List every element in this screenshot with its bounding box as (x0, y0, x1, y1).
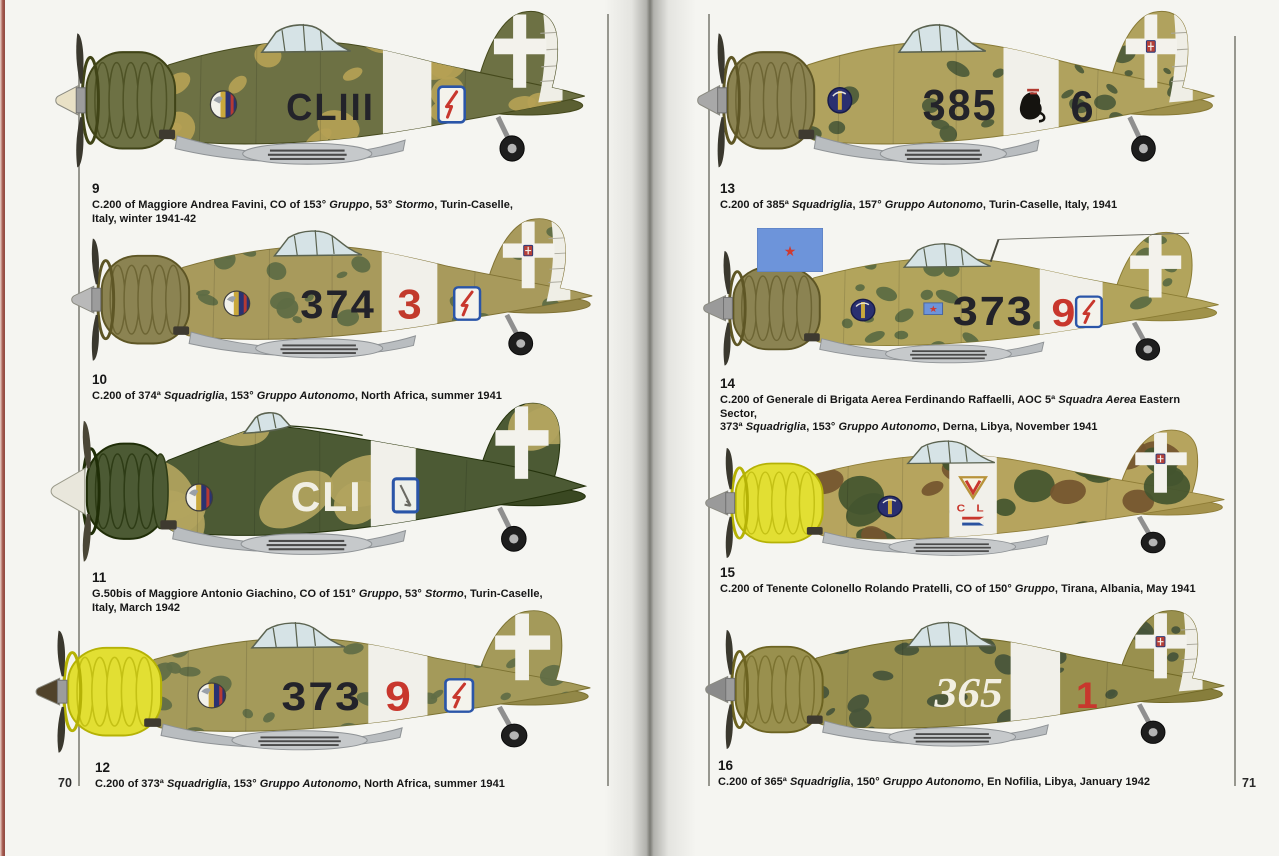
tail-wheel (1139, 517, 1165, 553)
canopy (908, 622, 995, 647)
individual-number: 6 (1070, 82, 1094, 132)
profile-number: 9 (92, 181, 100, 196)
caption-line: C.200 of 385ª Squadriglia, 157° Gruppo Autonomo, Turin-Caselle, Italy, 1941 (720, 199, 1118, 211)
aircraft-illustration (50, 4, 615, 182)
tail-wheel (1139, 704, 1165, 743)
fuselage-code: 365 (934, 669, 1003, 717)
aircraft-illustration (692, 4, 1244, 182)
aircraft-profile-9 (50, 4, 615, 182)
fuselage-code: 385 (922, 81, 998, 131)
gruppo-disc-badge (828, 88, 852, 113)
squadriglia-shield-badge (438, 87, 464, 123)
propeller-spinner (51, 421, 91, 562)
tail-wheel (500, 508, 527, 551)
engine-cowling (732, 647, 823, 733)
radiator (241, 534, 372, 555)
caption-line: Italy, March 1942 (92, 601, 181, 614)
svg-text:★: ★ (783, 243, 797, 259)
aircraft-illustration (46, 396, 618, 572)
caption-line: C.200 of Tenente Colonello Rolando Pratelli, CO of 150° Gruppo, Tirana, Albania, May 1941 (720, 583, 1196, 595)
tail-wheel (1134, 323, 1160, 361)
canopy (899, 24, 986, 52)
page-number-right: 71 (1242, 776, 1256, 790)
caption-line: Italy, winter 1941-42 (92, 212, 197, 225)
savoy-crest (1156, 454, 1165, 463)
fuselage-code: CLIII (286, 85, 375, 129)
aircraft-illustration (700, 604, 1254, 762)
gruppo-disc-badge (878, 496, 902, 517)
fuselage-code: CLI (290, 473, 363, 520)
engine-cowling (64, 648, 161, 736)
profile-caption-13 (720, 181, 1200, 213)
page-number-left: 70 (58, 776, 72, 790)
canopy (904, 243, 990, 267)
squadriglia-shield-badge (454, 287, 480, 319)
caption-line: G.50bis of Maggiore Antonio Giachino, CO of 151° Gruppo, 53° Stormo, Turin-Caselle, (92, 588, 543, 600)
aircraft-profile-12 (30, 601, 622, 766)
aircraft-illustration (66, 212, 622, 374)
propeller-spinner (36, 631, 67, 753)
radiator (243, 143, 372, 164)
profile-number: 12 (95, 760, 111, 775)
tail-wheel (1130, 117, 1156, 161)
caption-line: C.200 of Generale di Brigata Aerea Ferdinando Raffaelli, AOC 5ª Squadra Aerea Eastern Sector, (720, 394, 1181, 420)
pennant (962, 517, 984, 526)
propeller-spinner (72, 239, 101, 361)
profile-caption-15 (720, 565, 1200, 597)
propeller-spinner (706, 630, 735, 749)
fuselage-code: 373 (281, 673, 362, 719)
propeller-spinner (698, 33, 727, 167)
engine-cowling (83, 444, 177, 539)
command-star-plate (924, 303, 943, 315)
fuselage-band (383, 21, 431, 165)
aircraft-profile-16 (700, 604, 1254, 762)
tail-wheel (507, 315, 533, 355)
flag-graphic (757, 228, 823, 272)
individual-number: 1 (1075, 675, 1098, 717)
aircraft-profile-15 (700, 424, 1254, 570)
engine-cowling (98, 256, 189, 344)
individual-number: 9 (1051, 290, 1076, 335)
individual-number: 3 (397, 281, 422, 329)
savoy-crest (524, 245, 533, 255)
propeller-spinner (704, 251, 733, 365)
engine-cowling (732, 464, 823, 543)
aircraft-illustration (700, 424, 1254, 570)
engine-cowling (724, 52, 815, 148)
aircraft-profile-10 (66, 212, 622, 374)
propeller-spinner (706, 448, 735, 558)
caption-line: C.200 of 374ª Squadriglia, 153° Gruppo Autonomo, North Africa, summer 1941 (92, 390, 502, 402)
tail-wheel (499, 707, 526, 747)
caption-line: C.200 of Maggiore Andrea Favini, CO of 153° Gruppo, 53° Stormo, Turin-Caselle, (92, 199, 514, 211)
gruppo-shield-badge (393, 479, 418, 512)
engine-cowling (82, 52, 175, 148)
radiator (232, 731, 367, 750)
canopy (275, 230, 362, 256)
caption-line: C.200 of 373ª Squadriglia, 153° Gruppo Autonomo, North Africa, summer 1941 (95, 778, 505, 790)
caption-line: 373ª Squadriglia, 153° Gruppo Autonomo, Derna, Libya, November 1941 (720, 421, 1098, 433)
profile-number: 14 (720, 376, 736, 391)
squadriglia-shield-badge (445, 679, 472, 711)
radiator (886, 345, 1012, 363)
book-edge-strip (0, 0, 5, 856)
profile-caption-16 (718, 758, 1198, 790)
fuselage-code: 373 (952, 289, 1034, 335)
propeller-spinner (56, 33, 86, 167)
profile-caption-12 (95, 760, 575, 792)
engine-cowling (729, 267, 819, 349)
profile-number: 11 (92, 570, 107, 585)
individual-number: 9 (384, 673, 411, 721)
savoy-crest (1146, 41, 1155, 53)
fuselage-code: 374 (300, 281, 376, 327)
radiator (889, 538, 1016, 555)
aircraft-illustration (30, 601, 622, 766)
profile-number: 15 (720, 565, 736, 580)
svg-text:★: ★ (928, 303, 938, 314)
tail-wheel (498, 117, 524, 161)
command-flag-inset (757, 228, 823, 272)
aircraft-profile-13 (692, 4, 1244, 182)
radiator (880, 143, 1006, 164)
squadriglia-shield-badge (1076, 297, 1102, 327)
radiator (256, 339, 383, 358)
gruppo-disc-badge (851, 299, 875, 320)
canopy (252, 622, 345, 648)
caption-line: C.200 of 365ª Squadriglia, 150° Gruppo Autonomo, En Nofilia, Libya, January 1942 (718, 776, 1151, 788)
radiator (889, 728, 1016, 747)
profile-number: 10 (92, 372, 108, 387)
aircraft-profile-11 (46, 396, 618, 572)
svg-text:C L: C L (956, 503, 988, 515)
canopy (908, 440, 995, 463)
profile-number: 13 (720, 181, 736, 196)
savoy-crest (1156, 637, 1165, 647)
profile-number: 16 (718, 758, 734, 773)
canopy (262, 24, 351, 52)
